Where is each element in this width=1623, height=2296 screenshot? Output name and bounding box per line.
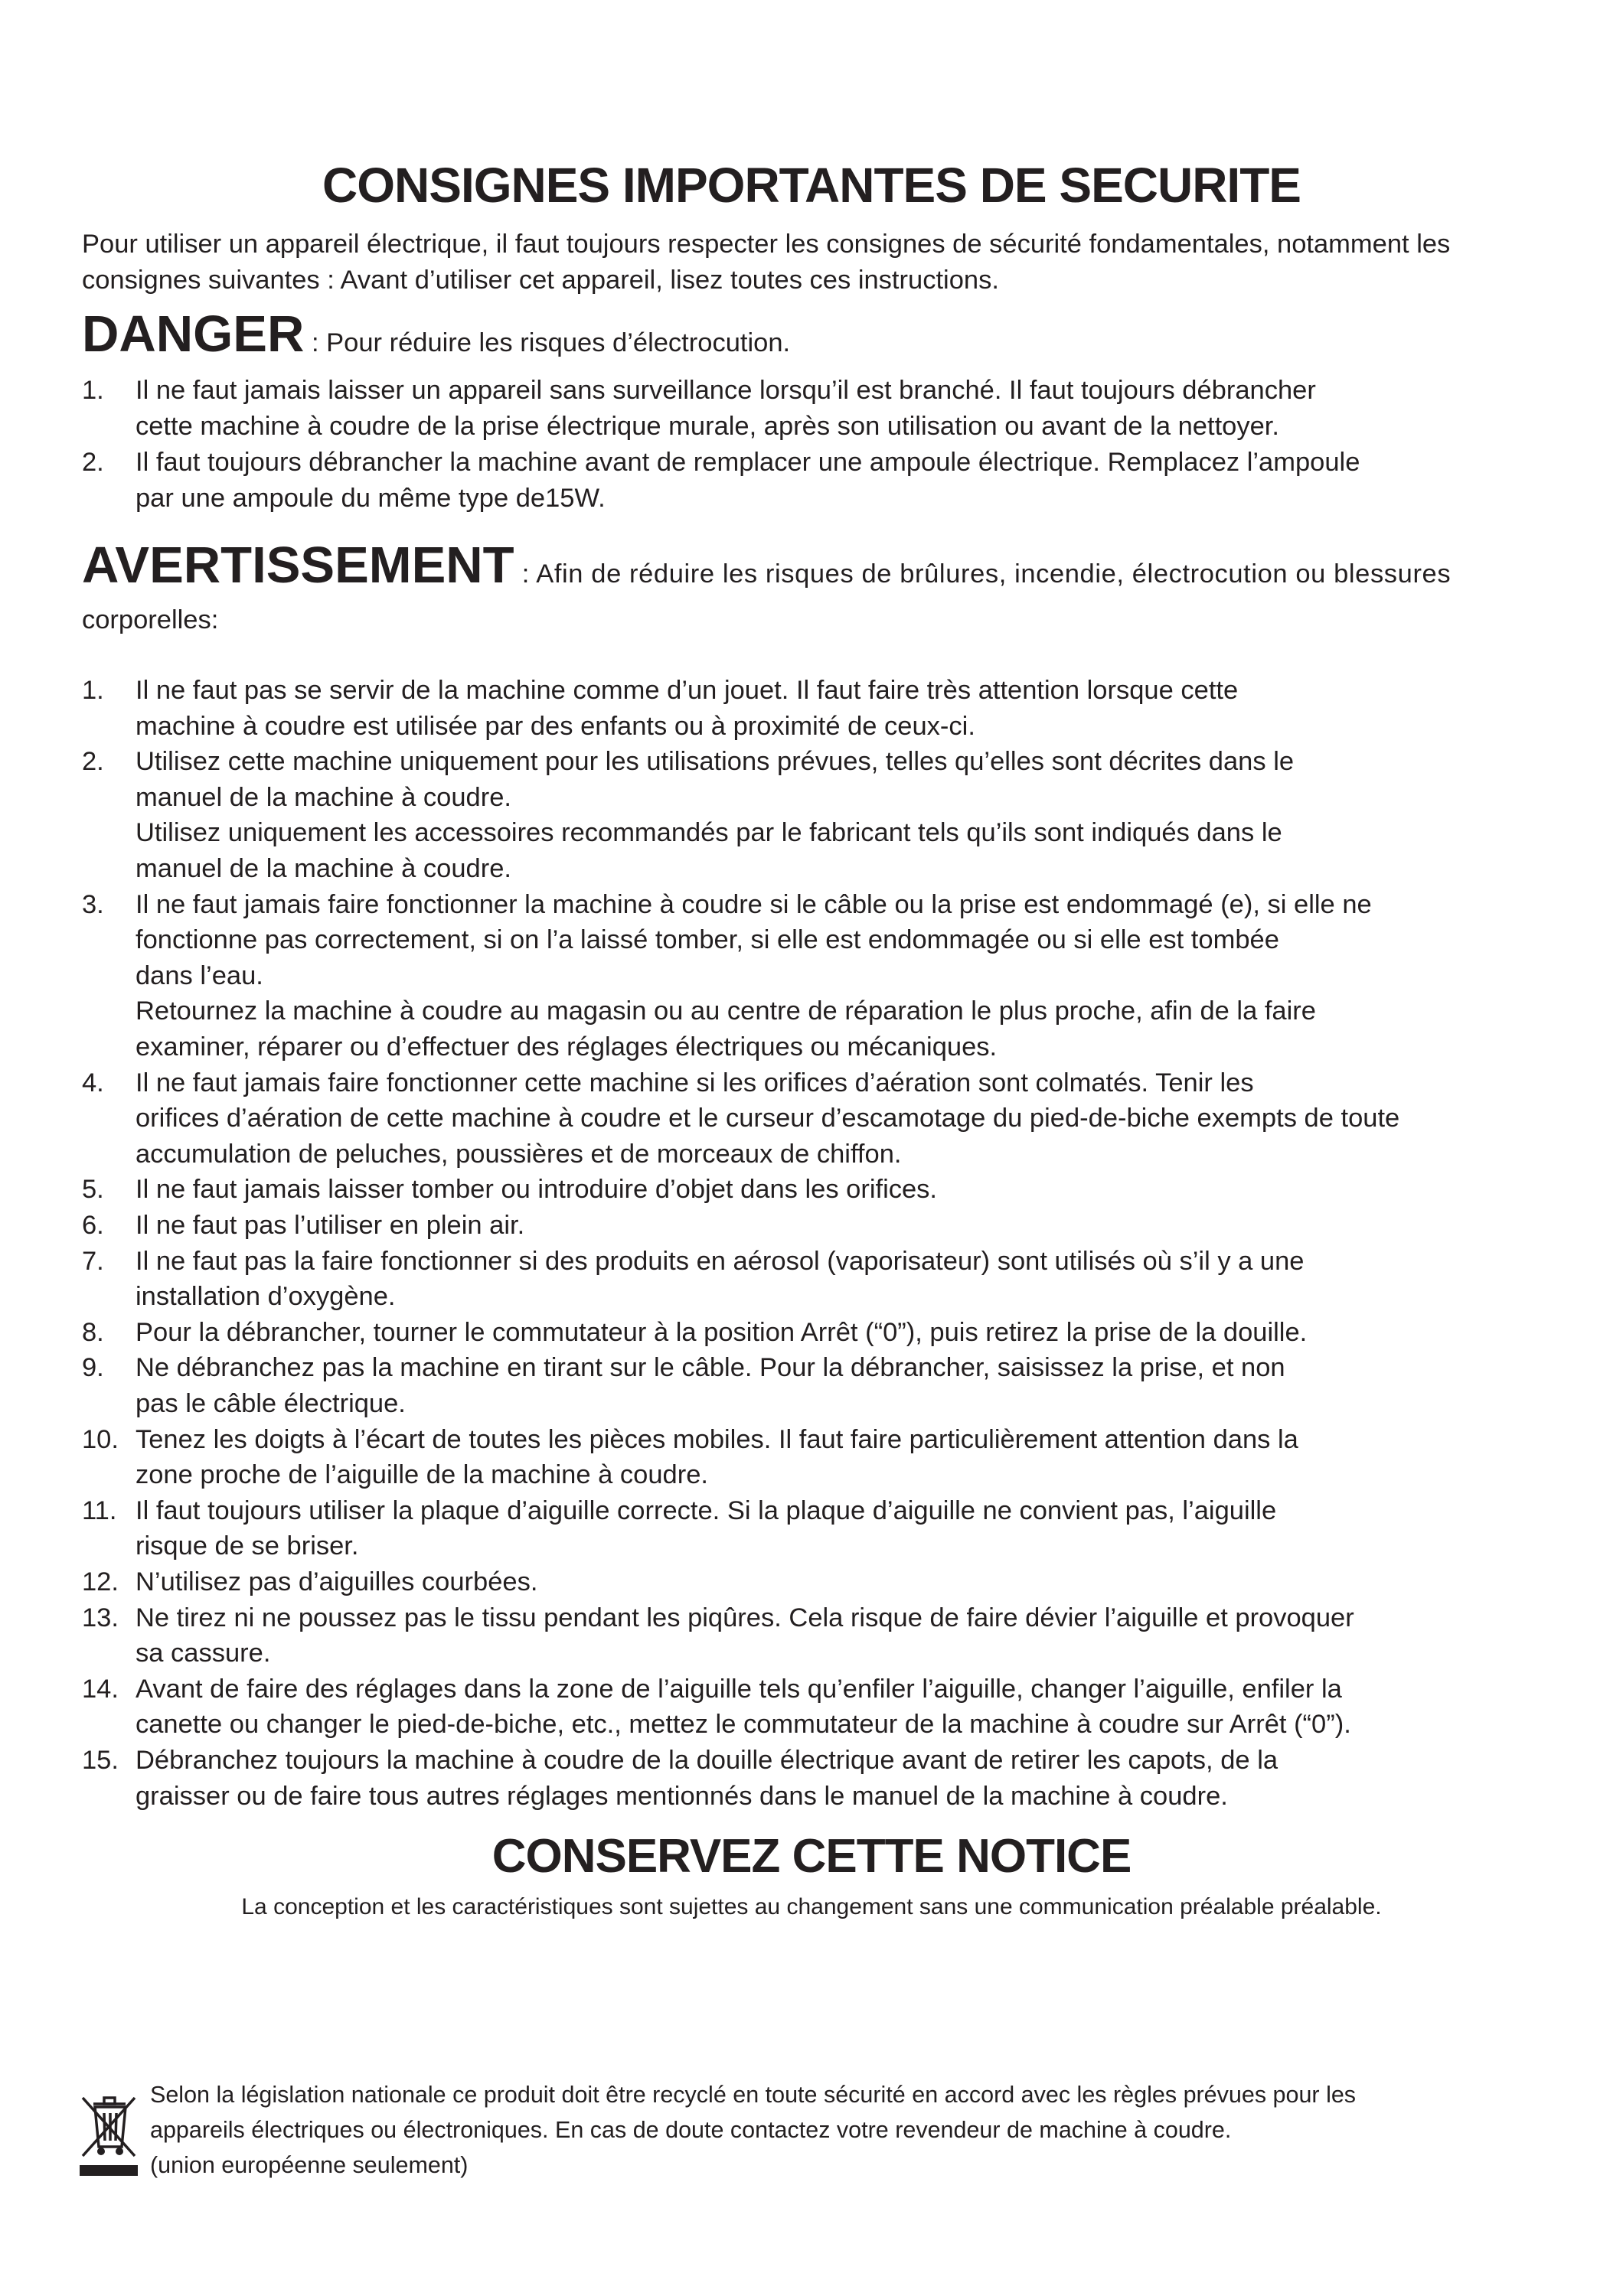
- warning-item-text: Il ne faut jamais faire fonctionner la machine à coudre si le câble ou la prise est endommagé (e), si elle ne: [136, 889, 1372, 919]
- intro-line: Pour utiliser un appareil électrique, il faut toujours respecter les consignes de sécurité fondamentales, notamment les: [82, 230, 1451, 259]
- warning-item-text: sa cassure.: [136, 1639, 271, 1668]
- warning-item-text: Utilisez uniquement les accessoires recommandés par le fabricant tels qu’ils sont indiqués dans le: [136, 818, 1282, 848]
- warning-item-number: 8.: [82, 1317, 104, 1347]
- warning-item-number: 3.: [82, 889, 104, 919]
- notice-subtitle: La conception et les caractéristiques sont sujettes au changement sans une communication préalable préalable.: [241, 1894, 1382, 1919]
- danger-item-text: Il faut toujours débrancher la machine avant de remplacer une ampoule électrique. Remplacez l’ampoule: [136, 448, 1360, 477]
- warning-item-number: 9.: [82, 1353, 104, 1383]
- warning-item-text: Ne tirez ni ne poussez pas le tissu pendant les piqûres. Cela risque de faire dévier l’aiguille et provoquer: [136, 1603, 1354, 1632]
- warning-item-number: 2.: [82, 747, 104, 777]
- warning-item-number: 1.: [82, 676, 104, 705]
- danger-item-text: cette machine à coudre de la prise électrique murale, après son utilisation ou avant de la nettoyer.: [136, 412, 1279, 441]
- warning-item-text: orifices d’aération de cette machine à coudre et le curseur d’escamotage du pied-de-biche exempts de toute: [136, 1104, 1400, 1133]
- warning-item-number: 13.: [82, 1603, 119, 1632]
- warning-subtitle-continued: corporelles:: [82, 605, 219, 634]
- warning-item-text: Il ne faut jamais laisser tomber ou introduire d’objet dans les orifices.: [136, 1175, 938, 1205]
- warning-item-text: Avant de faire des réglages dans la zone de l’aiguille tels qu’enfiler l’aiguille, changer l’aiguille, enfiler la: [136, 1674, 1342, 1704]
- danger-subtitle: : Pour réduire les risques d’électrocution.: [304, 328, 791, 357]
- warning-item-text: Il ne faut pas la faire fonctionner si des produits en aérosol (vaporisateur) sont utilisés où s’il y a une: [136, 1246, 1305, 1276]
- warning-item-text: Utilisez cette machine uniquement pour les utilisations prévues, telles qu’elles sont décrites dans le: [136, 747, 1295, 777]
- warning-item-text: Il ne faut pas l’utiliser en plein air.: [136, 1211, 525, 1240]
- danger-item-number: 2.: [82, 448, 104, 477]
- warning-item-text: accumulation de peluches, poussières et de morceaux de chiffon.: [136, 1139, 902, 1169]
- warning-item-text: Tenez les doigts à l’écart de toutes les pièces mobiles. Il faut faire particulièrement attention dans la: [136, 1424, 1298, 1454]
- warning-item-text: Il ne faut jamais faire fonctionner cette machine si les orifices d’aération sont colmatés. Tenir les: [136, 1068, 1254, 1097]
- warning-item-text: Débranchez toujours la machine à coudre de la douille électrique avant de retirer les capots, de la: [136, 1746, 1278, 1775]
- warning-item-text: manuel de la machine à coudre.: [136, 782, 511, 812]
- danger-item-number: 1.: [82, 376, 104, 405]
- warning-item-text: manuel de la machine à coudre.: [136, 854, 511, 883]
- intro-line: consignes suivantes : Avant d’utiliser cet appareil, lisez toutes ces instructions.: [82, 266, 999, 295]
- page-title: CONSIGNES IMPORTANTES DE SECURITE: [322, 158, 1301, 213]
- warning-heading-row: [82, 536, 1451, 595]
- warning-item-text: Il faut toujours utiliser la plaque d’aiguille correcte. Si la plaque d’aiguille ne convient pas, l’aiguille: [136, 1495, 1277, 1525]
- warning-item-text: dans l’eau.: [136, 960, 263, 990]
- danger-item-text: Il ne faut jamais laisser un appareil sans surveillance lorsqu’il est branché. Il faut toujours débrancher: [136, 376, 1316, 405]
- warning-item-text: Il ne faut pas se servir de la machine comme d’un jouet. Il faut faire très attention lorsque cette: [136, 676, 1239, 705]
- recycling-line: appareils électriques ou électroniques. En cas de doute contactez votre revendeur de machine à coudre.: [150, 2117, 1232, 2143]
- warning-item-text: zone proche de l’aiguille de la machine à coudre.: [136, 1460, 708, 1490]
- warning-item-number: 7.: [82, 1246, 104, 1276]
- warning-item-text: risque de se briser.: [136, 1531, 359, 1561]
- notice-heading: CONSERVEZ CETTE NOTICE: [491, 1830, 1132, 1883]
- warning-heading: AVERTISSEMENT: [82, 536, 514, 594]
- warning-item-text: Retournez la machine à coudre au magasin ou au centre de réparation le plus proche, afin de la faire: [136, 996, 1316, 1026]
- warning-subtitle: : Afin de réduire les risques de brûlures, incendie, électrocution ou blessures: [514, 559, 1452, 589]
- warning-item-text: installation d’oxygène.: [136, 1282, 396, 1312]
- danger-heading-row: [82, 305, 790, 364]
- recycling-line: (union européenne seulement): [150, 2152, 469, 2178]
- crossed-out-bin-icon: [80, 2093, 138, 2177]
- warning-item-number: 11.: [82, 1495, 117, 1525]
- warning-item-number: 5.: [82, 1175, 104, 1205]
- warning-item-text: Ne débranchez pas la machine en tirant sur le câble. Pour la débrancher, saisissez la prise, et non: [136, 1353, 1285, 1383]
- warning-item-text: fonctionne pas correctement, si on l’a laissé tomber, si elle est endommagée ou si elle est tombée: [136, 925, 1279, 955]
- warning-item-number: 14.: [82, 1674, 119, 1704]
- warning-item-number: 4.: [82, 1068, 104, 1097]
- danger-item-text: par une ampoule du même type de15W.: [136, 484, 606, 513]
- warning-item-text: examiner, réparer ou d’effectuer des réglages électriques ou mécaniques.: [136, 1032, 998, 1062]
- warning-item-text: graisser ou de faire tous autres réglages mentionnés dans le manuel de la machine à coudre.: [136, 1781, 1228, 1811]
- warning-item-number: 6.: [82, 1211, 104, 1240]
- warning-item-text: Pour la débrancher, tourner le commutateur à la position Arrêt (“0”), puis retirez la prise de la douille.: [136, 1317, 1308, 1347]
- warning-item-text: N’utilisez pas d’aiguilles courbées.: [136, 1567, 538, 1596]
- warning-item-text: pas le câble électrique.: [136, 1389, 406, 1418]
- warning-item-text: machine à coudre est utilisée par des enfants ou à proximité de ceux-ci.: [136, 711, 975, 741]
- warning-item-number: 15.: [82, 1746, 119, 1775]
- warning-item-number: 12.: [82, 1567, 119, 1596]
- warning-item-number: 10.: [82, 1424, 119, 1454]
- recycling-line: Selon la législation nationale ce produit doit être recyclé en toute sécurité en accord avec les règles prévues pour les: [150, 2082, 1357, 2108]
- danger-heading: DANGER: [82, 305, 305, 363]
- intro-paragraph: [82, 227, 1575, 298]
- warning-item-text: canette ou changer le pied-de-biche, etc., mettez le commutateur de la machine à coudre sur Arrêt (“0”).: [136, 1710, 1351, 1740]
